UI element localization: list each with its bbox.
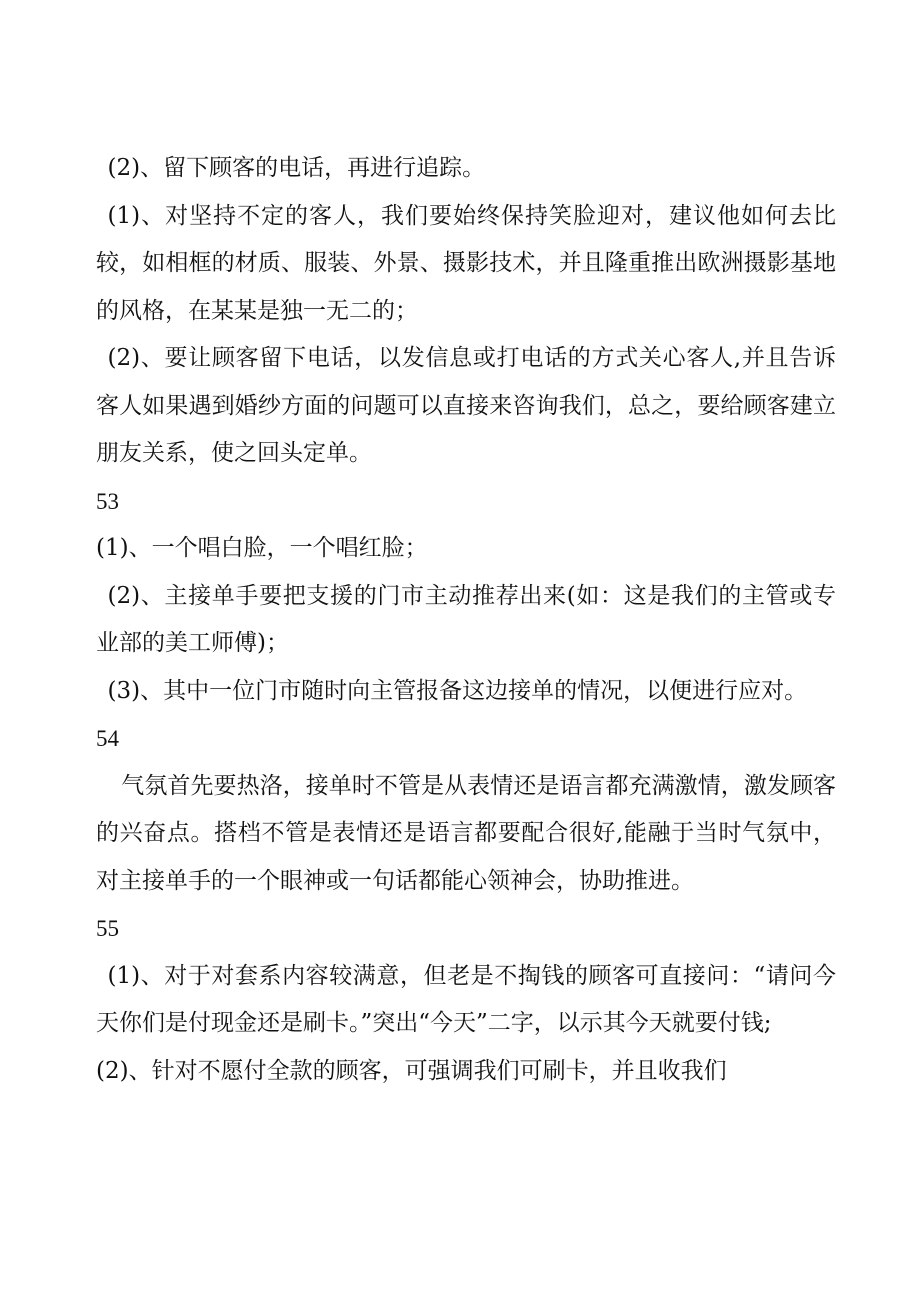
paragraph-item: (2)、留下顾客的电话，再进行追踪。: [107, 155, 486, 181]
paragraph-item: (1)、对坚持不定的客人，我们要始终保持笑脸迎对，建议他如何去比较，如相框的材质、服装、外景、摄影技术，并且隆重推出欧洲摄影基地的风格，在某某是独一无二的；: [96, 202, 836, 324]
section-number: 55: [96, 916, 119, 941]
section-number: 53: [96, 488, 119, 514]
section-number: 54: [96, 726, 119, 751]
paragraph-item: (2)、要让顾客留下电话，以发信息或打电话的方式关心客人,并且告诉客人如果遇到婚纱方面的问题可以直接来咨询我们，总之，要给顾客建立朋友关系，使之回头定单。: [96, 345, 836, 466]
paragraph-item: (1)、一个唱白脸，一个唱红脸；: [96, 535, 428, 561]
paragraph-item: (3)、其中一位门市随时向主管报备这边接单的情况，以便进行应对。: [107, 677, 808, 704]
paragraph-item: (1)、对于对套系内容较满意，但老是不掏钱的顾客可直接问：“请问今天你们是付现金还是刷卡。”突出“今天”二字，以示其今天就要付钱;: [96, 962, 836, 1036]
paragraph-item: (2)、主接单手要把支援的门市主动推荐出来(如：这是我们的主管或专业部的美工师傅)；: [96, 582, 836, 656]
paragraph-item: 气氛首先要热洛，接单时不管是从表情还是语言都充满激情，激发顾客的兴奋点。搭档不管是表情还是语言都要配合很好,能融于当时气氛中，对主接单手的一个眼神或一句话都能心领神会，协助推进。: [96, 772, 836, 894]
paragraph-item: (2)、针对不愿付全款的顾客，可强调我们可刷卡，并且收我们: [96, 1057, 727, 1084]
document-body: [96, 145, 836, 1095]
